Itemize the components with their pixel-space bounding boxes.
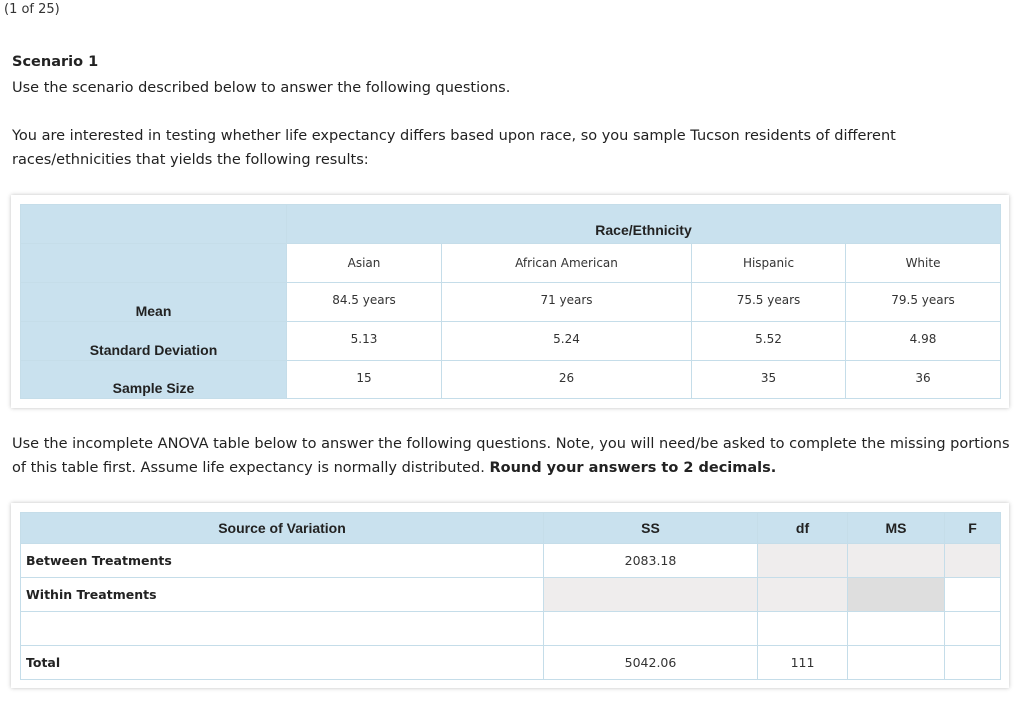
between-ms-cell[interactable] [848, 544, 945, 578]
scenario-instructions: Use the scenario described below to answer the following questions. [12, 80, 511, 96]
table-cell [848, 612, 945, 646]
scenario-description: You are interested in testing whether life expectancy differs based upon race, so you sample Tucson residents of different races/ethnicities that yields the following results: [12, 128, 896, 168]
table-cell: 4.98 [846, 322, 1001, 361]
race-ethnicity-table [20, 204, 1001, 399]
total-ss-cell: 5042.06 [544, 646, 758, 680]
total-df-cell: 111 [758, 646, 848, 680]
table-cell: 71 years [442, 283, 692, 322]
table-cell: 79.5 years [846, 283, 1001, 322]
table-cell [758, 612, 848, 646]
within-ss-cell[interactable] [544, 578, 758, 612]
anova-row-total [21, 646, 1001, 680]
table-row-mean [21, 283, 1001, 322]
between-df-cell[interactable] [758, 544, 848, 578]
total-ms-cell [848, 646, 945, 680]
column-header-hispanic: Hispanic [692, 244, 846, 283]
anova-table-card [11, 503, 1009, 688]
table-cell: 36 [846, 361, 1001, 399]
table-cell: 5.13 [287, 322, 442, 361]
table-cell: 15 [287, 361, 442, 399]
table-corner-cell [21, 205, 287, 244]
between-f-cell[interactable] [945, 544, 1001, 578]
table-cell [945, 612, 1001, 646]
anova-row-empty [21, 612, 1001, 646]
header-source-of-variation: Source of Variation [21, 513, 544, 544]
table-row-standard-deviation [21, 322, 1001, 361]
empty-row-label [21, 612, 544, 646]
anova-table [20, 512, 1001, 680]
race-ethnicity-header: Race/Ethnicity [287, 205, 1001, 244]
column-header-white: White [846, 244, 1001, 283]
question-counter: (1 of 25) [4, 2, 60, 17]
race-table-card [11, 195, 1009, 408]
table-cell: 84.5 years [287, 283, 442, 322]
anova-row-within [21, 578, 1001, 612]
row-label-within-treatments: Within Treatments [21, 578, 544, 612]
row-label-mean: Mean [21, 283, 287, 322]
within-ms-cell[interactable] [848, 578, 945, 612]
anova-header-row [21, 513, 1001, 544]
scenario-title: Scenario 1 [12, 54, 99, 70]
row-label-sample-size: Sample Size [21, 361, 287, 399]
anova-instructions [12, 432, 1012, 480]
column-header-asian: Asian [287, 244, 442, 283]
row-label-standard-deviation: Standard Deviation [21, 322, 287, 361]
anova-row-between [21, 544, 1001, 578]
table-row-sample-size [21, 361, 1001, 399]
table-cell: 5.52 [692, 322, 846, 361]
row-label-between-treatments: Between Treatments [21, 544, 544, 578]
table-cell: 26 [442, 361, 692, 399]
within-df-cell[interactable] [758, 578, 848, 612]
table-corner-cell [21, 244, 287, 283]
total-f-cell [945, 646, 1001, 680]
between-ss-cell: 2083.18 [544, 544, 758, 578]
column-header-african-american: African American [442, 244, 692, 283]
anova-instructions-text: Use the incomplete ANOVA table below to answer the following questions. Note, you will need/be asked to complete the missing portions of this table first. Assume life expectancy is normally distributed. [12, 436, 1010, 476]
header-f: F [945, 513, 1001, 544]
table-cell: 75.5 years [692, 283, 846, 322]
table-cell [544, 612, 758, 646]
within-f-cell [945, 578, 1001, 612]
header-ms: MS [848, 513, 945, 544]
row-label-total: Total [21, 646, 544, 680]
table-cell: 35 [692, 361, 846, 399]
rounding-instruction: Round your answers to 2 decimals. [489, 460, 777, 476]
header-df: df [758, 513, 848, 544]
table-cell: 5.24 [442, 322, 692, 361]
header-ss: SS [544, 513, 758, 544]
